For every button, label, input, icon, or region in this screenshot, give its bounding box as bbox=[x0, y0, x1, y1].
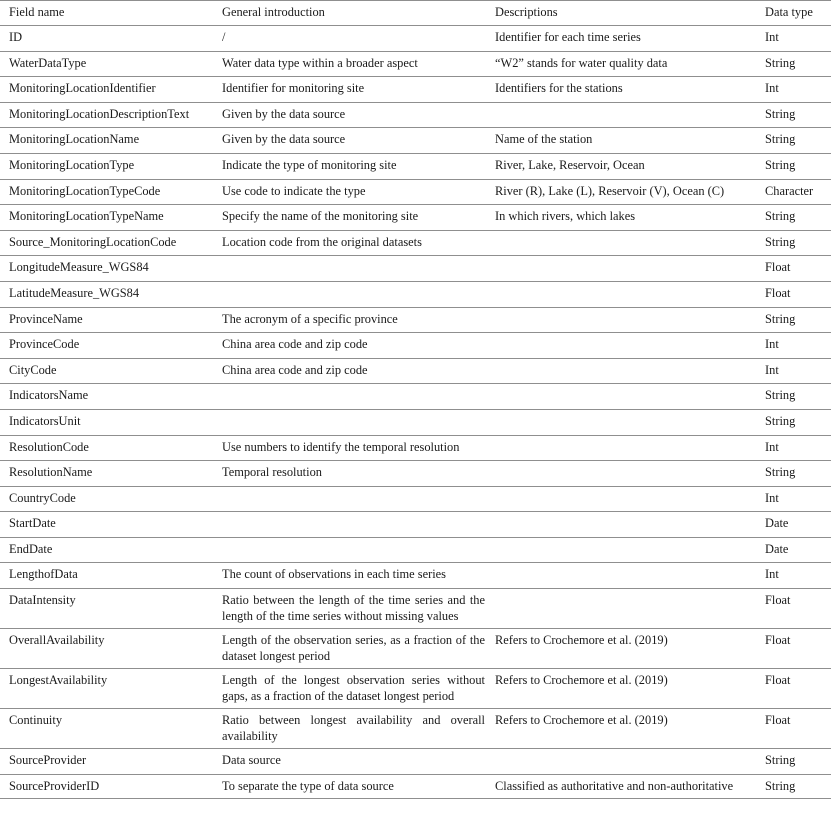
data-type-cell: Int bbox=[765, 333, 831, 359]
description-cell bbox=[495, 281, 765, 307]
general-introduction-cell: The count of observations in each time series bbox=[222, 563, 495, 589]
table-row bbox=[0, 384, 831, 410]
table-row bbox=[0, 537, 831, 563]
table-row bbox=[0, 774, 831, 799]
data-type-cell: String bbox=[765, 153, 831, 179]
general-introduction-cell: Given by the data source bbox=[222, 102, 495, 128]
general-introduction-cell: Data source bbox=[222, 749, 495, 775]
table-row bbox=[0, 153, 831, 179]
data-type-cell: String bbox=[765, 774, 831, 799]
description-cell: Identifiers for the stations bbox=[495, 77, 765, 103]
data-type-cell: String bbox=[765, 749, 831, 775]
table-row bbox=[0, 307, 831, 333]
table-row bbox=[0, 589, 831, 629]
description-cell bbox=[495, 384, 765, 410]
description-cell: In which rivers, which lakes bbox=[495, 205, 765, 231]
table-row bbox=[0, 629, 831, 669]
field-name-cell: ResolutionName bbox=[0, 461, 222, 487]
field-name-cell: WaterDataType bbox=[0, 51, 222, 77]
table-header bbox=[0, 1, 831, 26]
general-introduction-cell: / bbox=[222, 26, 495, 52]
general-introduction-cell: Given by the data source bbox=[222, 128, 495, 154]
field-name-cell: LongitudeMeasure_WGS84 bbox=[0, 256, 222, 282]
general-introduction-cell bbox=[222, 537, 495, 563]
field-name-cell: MonitoringLocationDescriptionText bbox=[0, 102, 222, 128]
field-name-cell: CityCode bbox=[0, 358, 222, 384]
description-cell: River, Lake, Reservoir, Ocean bbox=[495, 153, 765, 179]
table-row bbox=[0, 435, 831, 461]
field-name-cell: LatitudeMeasure_WGS84 bbox=[0, 281, 222, 307]
table-row bbox=[0, 333, 831, 359]
table-row bbox=[0, 26, 831, 52]
table-row bbox=[0, 486, 831, 512]
data-type-cell: Int bbox=[765, 486, 831, 512]
field-name-cell: DataIntensity bbox=[0, 589, 222, 629]
header-general-introduction: General introduction bbox=[222, 1, 495, 26]
table-row bbox=[0, 358, 831, 384]
general-introduction-cell bbox=[222, 281, 495, 307]
data-type-cell: Int bbox=[765, 26, 831, 52]
data-type-cell: String bbox=[765, 307, 831, 333]
header-row bbox=[0, 1, 831, 26]
field-name-cell: SourceProvider bbox=[0, 749, 222, 775]
data-type-cell: String bbox=[765, 409, 831, 435]
description-cell bbox=[495, 256, 765, 282]
table-row bbox=[0, 230, 831, 256]
description-cell: River (R), Lake (L), Reservoir (V), Ocean (C) bbox=[495, 179, 765, 205]
description-cell bbox=[495, 461, 765, 487]
field-name-cell: IndicatorsUnit bbox=[0, 409, 222, 435]
general-introduction-cell bbox=[222, 512, 495, 538]
description-cell bbox=[495, 749, 765, 775]
field-name-cell: ID bbox=[0, 26, 222, 52]
table-row bbox=[0, 749, 831, 775]
general-introduction-cell: Temporal resolution bbox=[222, 461, 495, 487]
table-row bbox=[0, 669, 831, 709]
header-field-name: Field name bbox=[0, 1, 222, 26]
data-type-cell: String bbox=[765, 102, 831, 128]
description-cell bbox=[495, 537, 765, 563]
table-row bbox=[0, 709, 831, 749]
table-row bbox=[0, 205, 831, 231]
table-body bbox=[0, 26, 831, 799]
field-name-cell: CountryCode bbox=[0, 486, 222, 512]
table-row bbox=[0, 256, 831, 282]
description-cell: Identifier for each time series bbox=[495, 26, 765, 52]
field-name-cell: ProvinceName bbox=[0, 307, 222, 333]
data-type-cell: Float bbox=[765, 589, 831, 629]
data-type-cell: Float bbox=[765, 629, 831, 669]
data-type-cell: Character bbox=[765, 179, 831, 205]
table-row bbox=[0, 281, 831, 307]
table-row bbox=[0, 77, 831, 103]
field-name-cell: MonitoringLocationIdentifier bbox=[0, 77, 222, 103]
data-type-cell: Float bbox=[765, 281, 831, 307]
field-name-cell: IndicatorsName bbox=[0, 384, 222, 410]
table-row bbox=[0, 461, 831, 487]
description-cell bbox=[495, 333, 765, 359]
general-introduction-cell: Water data type within a broader aspect bbox=[222, 51, 495, 77]
field-name-cell: Continuity bbox=[0, 709, 222, 749]
header-data-type: Data type bbox=[765, 1, 831, 26]
description-cell: Refers to Crochemore et al. (2019) bbox=[495, 629, 765, 669]
general-introduction-cell bbox=[222, 256, 495, 282]
general-introduction-cell: The acronym of a specific province bbox=[222, 307, 495, 333]
description-cell bbox=[495, 589, 765, 629]
field-name-cell: LongestAvailability bbox=[0, 669, 222, 709]
table-row bbox=[0, 563, 831, 589]
data-type-cell: Int bbox=[765, 435, 831, 461]
table-row bbox=[0, 51, 831, 77]
data-type-cell: String bbox=[765, 51, 831, 77]
data-type-cell: Float bbox=[765, 669, 831, 709]
data-type-cell: Date bbox=[765, 537, 831, 563]
field-name-cell: MonitoringLocationType bbox=[0, 153, 222, 179]
description-cell bbox=[495, 409, 765, 435]
description-cell bbox=[495, 358, 765, 384]
table-row bbox=[0, 409, 831, 435]
description-cell bbox=[495, 486, 765, 512]
description-cell bbox=[495, 230, 765, 256]
general-introduction-cell bbox=[222, 486, 495, 512]
field-name-cell: MonitoringLocationTypeName bbox=[0, 205, 222, 231]
header-descriptions: Descriptions bbox=[495, 1, 765, 26]
field-name-cell: OverallAvailability bbox=[0, 629, 222, 669]
general-introduction-cell: To separate the type of data source bbox=[222, 774, 495, 799]
general-introduction-cell: Location code from the original datasets bbox=[222, 230, 495, 256]
field-name-cell: ProvinceCode bbox=[0, 333, 222, 359]
general-introduction-cell: Use numbers to identify the temporal resolution bbox=[222, 435, 495, 461]
field-name-cell: Source_MonitoringLocationCode bbox=[0, 230, 222, 256]
general-introduction-cell: China area code and zip code bbox=[222, 358, 495, 384]
field-name-cell: MonitoringLocationTypeCode bbox=[0, 179, 222, 205]
table-row bbox=[0, 128, 831, 154]
data-type-cell: Float bbox=[765, 709, 831, 749]
general-introduction-cell: Ratio between longest availability and overall availability bbox=[222, 709, 495, 749]
description-cell: Classified as authoritative and non-authoritative bbox=[495, 774, 765, 799]
description-cell bbox=[495, 512, 765, 538]
table-row bbox=[0, 512, 831, 538]
field-name-cell: SourceProviderID bbox=[0, 774, 222, 799]
data-type-cell: Int bbox=[765, 77, 831, 103]
field-name-cell: LengthofData bbox=[0, 563, 222, 589]
data-type-cell: String bbox=[765, 230, 831, 256]
data-type-cell: Float bbox=[765, 256, 831, 282]
description-cell: “W2” stands for water quality data bbox=[495, 51, 765, 77]
field-name-cell: MonitoringLocationName bbox=[0, 128, 222, 154]
description-cell: Name of the station bbox=[495, 128, 765, 154]
data-type-cell: Int bbox=[765, 563, 831, 589]
data-type-cell: Date bbox=[765, 512, 831, 538]
description-cell bbox=[495, 563, 765, 589]
data-type-cell: Int bbox=[765, 358, 831, 384]
description-cell bbox=[495, 102, 765, 128]
general-introduction-cell bbox=[222, 384, 495, 410]
general-introduction-cell: Identifier for monitoring site bbox=[222, 77, 495, 103]
general-introduction-cell: Use code to indicate the type bbox=[222, 179, 495, 205]
general-introduction-cell: Specify the name of the monitoring site bbox=[222, 205, 495, 231]
description-cell: Refers to Crochemore et al. (2019) bbox=[495, 669, 765, 709]
general-introduction-cell: Indicate the type of monitoring site bbox=[222, 153, 495, 179]
data-type-cell: String bbox=[765, 384, 831, 410]
description-cell: Refers to Crochemore et al. (2019) bbox=[495, 709, 765, 749]
table-row bbox=[0, 179, 831, 205]
data-type-cell: String bbox=[765, 128, 831, 154]
general-introduction-cell: Length of the longest observation series without gaps, as a fraction of the dataset longest period bbox=[222, 669, 495, 709]
field-name-cell: StartDate bbox=[0, 512, 222, 538]
data-type-cell: String bbox=[765, 461, 831, 487]
field-name-cell: ResolutionCode bbox=[0, 435, 222, 461]
general-introduction-cell: China area code and zip code bbox=[222, 333, 495, 359]
general-introduction-cell: Length of the observation series, as a fraction of the dataset longest period bbox=[222, 629, 495, 669]
general-introduction-cell: Ratio between the length of the time series and the length of the time series without missing values bbox=[222, 589, 495, 629]
data-type-cell: String bbox=[765, 205, 831, 231]
description-cell bbox=[495, 307, 765, 333]
field-name-cell: EndDate bbox=[0, 537, 222, 563]
table-row bbox=[0, 102, 831, 128]
description-cell bbox=[495, 435, 765, 461]
general-introduction-cell bbox=[222, 409, 495, 435]
